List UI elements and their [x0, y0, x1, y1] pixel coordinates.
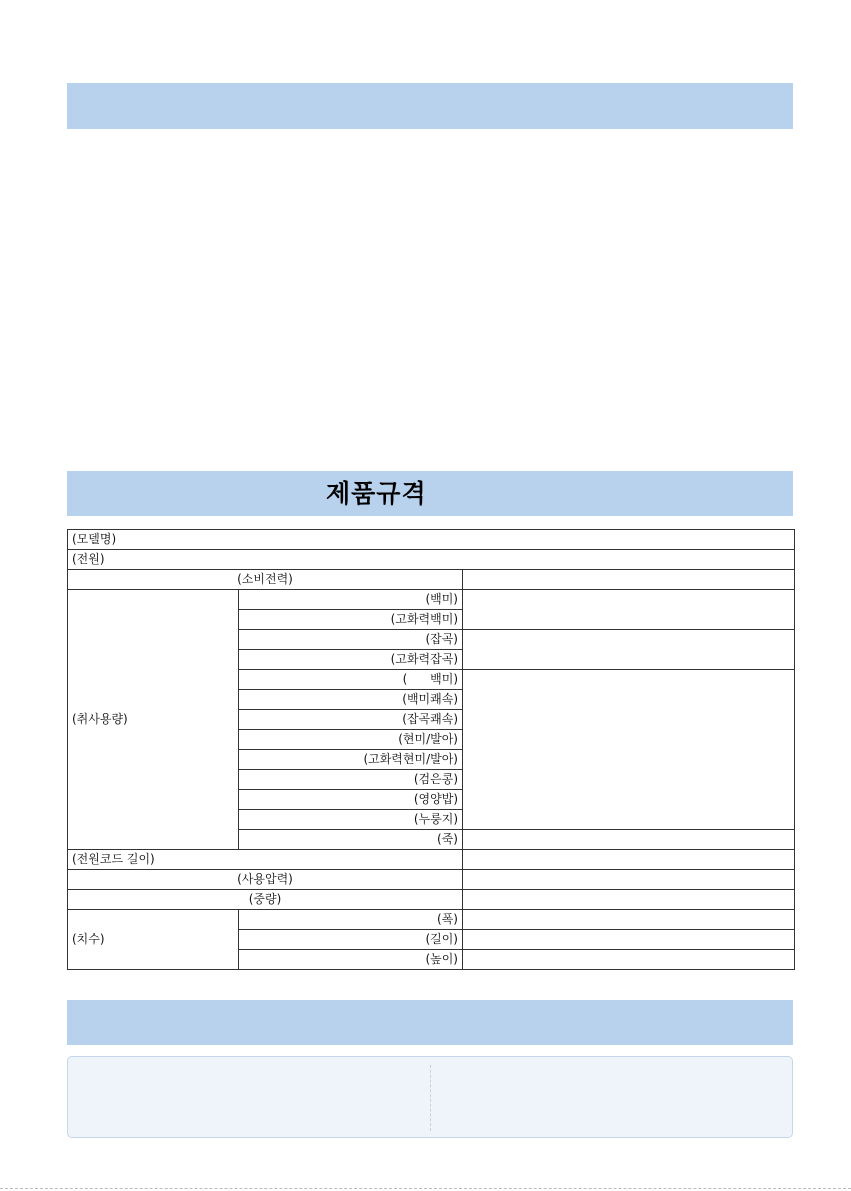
- table-row: [68, 850, 795, 870]
- row-label-pressure: (사용압력): [68, 870, 463, 890]
- value-cell: [463, 570, 795, 590]
- sub-label-nutrition-rice: (영양밥): [239, 790, 463, 810]
- row-label-power-consumption: (소비전력): [68, 570, 463, 590]
- sub-label-quick-mixed: (잡곡쾌속): [239, 710, 463, 730]
- section-header-band-top: [67, 83, 793, 129]
- row-label-weight: (중량): [68, 890, 463, 910]
- sub-label-hp-mixed-grain: (고화력잡곡): [239, 650, 463, 670]
- sub-label-quick-white: (백미쾌속): [239, 690, 463, 710]
- sub-label-length: (길이): [239, 930, 463, 950]
- value-cell: [463, 830, 795, 850]
- sub-label-hp-brown-germ: (고화력현미/발아): [239, 750, 463, 770]
- sub-label-width: (폭): [239, 910, 463, 930]
- value-cell: [463, 630, 795, 670]
- sub-label-height: (높이): [239, 950, 463, 970]
- note-box: [67, 1056, 793, 1138]
- value-cell: [463, 590, 795, 630]
- page-bottom-rule: [0, 1188, 851, 1189]
- section-header-band-spec: [67, 471, 793, 516]
- value-cell: [463, 890, 795, 910]
- sub-label-blank-white-rice: ( 백미): [239, 670, 463, 690]
- table-row: [68, 870, 795, 890]
- row-label-power: (전원): [68, 550, 795, 570]
- table-row: [68, 570, 795, 590]
- section-header-band-bottom: [67, 1000, 793, 1045]
- note-divider: [430, 1065, 431, 1131]
- value-cell: [463, 950, 795, 970]
- sub-label-brown-germ: (현미/발아): [239, 730, 463, 750]
- sub-label-nurungji: (누룽지): [239, 810, 463, 830]
- table-row: [68, 550, 795, 570]
- sub-label-mixed-grain: (잡곡): [239, 630, 463, 650]
- value-cell: [463, 930, 795, 950]
- table-row: [68, 530, 795, 550]
- table-row: [68, 910, 795, 930]
- group-label-cooking-capacity: (취사용량): [68, 590, 239, 850]
- group-label-dimensions: (치수): [68, 910, 239, 970]
- value-cell: [463, 870, 795, 890]
- value-cell: [463, 670, 795, 830]
- row-label-cord-length: (전원코드 길이): [68, 850, 463, 870]
- spec-title: 제품규격: [326, 479, 427, 508]
- value-cell: [463, 850, 795, 870]
- table-row: [68, 590, 795, 610]
- sub-label-porridge: (죽): [239, 830, 463, 850]
- spec-table: [67, 529, 795, 970]
- row-label-model: (모델명): [68, 530, 795, 550]
- sub-label-black-bean: (검은콩): [239, 770, 463, 790]
- table-row: [68, 890, 795, 910]
- sub-label-white-rice: (백미): [239, 590, 463, 610]
- value-cell: [463, 910, 795, 930]
- sub-label-hp-white-rice: (고화력백미): [239, 610, 463, 630]
